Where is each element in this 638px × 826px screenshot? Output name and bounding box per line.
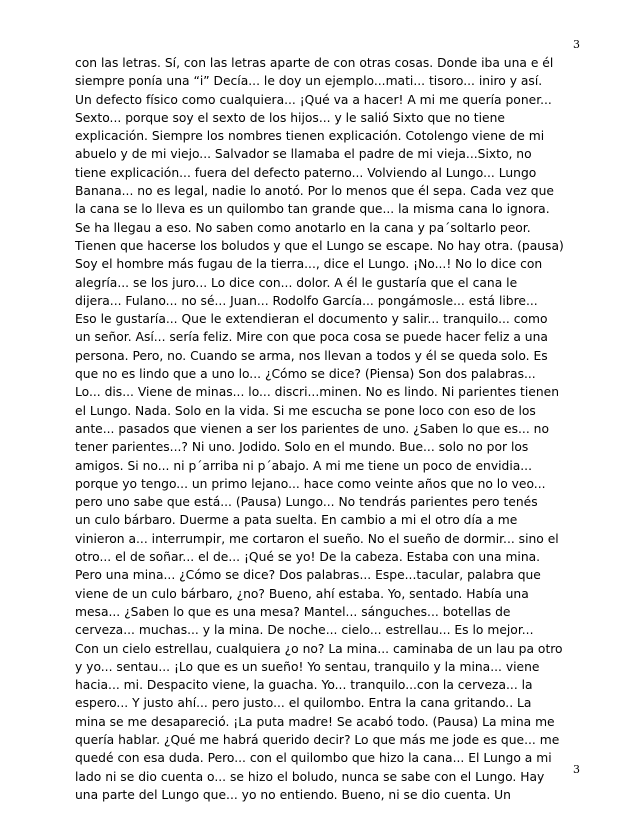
text-line: la cana se lo lleva es un quilombo tan grande que... la misma cana lo ignora.: [75, 202, 550, 217]
text-line: Lo... dis... Viene de minas... lo... discri...minen. No es lindo. Ni parientes tienen: [75, 385, 560, 400]
text-line: el Lungo. Nada. Solo en la vida. Si me escucha se pone loco con eso de los: [75, 403, 536, 418]
text-line: quedé con esa duda. Pero... con el quilombo que hizo la cana... El Lungo a mi: [75, 751, 552, 766]
text-line: Se ha llegau a eso. No saben como anotarlo en la cana y pa´soltarlo peor.: [75, 220, 531, 235]
text-line: mina se me desapareció. ¡La puta madre! Se acabó todo. (Pausa) La mina me: [75, 714, 555, 729]
body-text: [75, 54, 575, 804]
text-line: Con un cielo estrellau, cualquiera ¿o no? La mina... caminaba de un lau pa otro: [75, 641, 563, 656]
text-line: alegría... se los juro... Lo dice con... dolor. A él le gustaría que el cana le: [75, 275, 518, 290]
text-line: pero uno sabe que está... (Pausa) Lungo... No tendrás parientes pero tenés: [75, 495, 538, 510]
text-line: cerveza... muchas... y la mina. De noche... cielo... estrellau... Es lo mejor...: [75, 623, 534, 638]
text-line: Eso le gustaría... Que le extendieran el documento y salir... tranquilo... como: [75, 312, 548, 327]
text-line: tiene explicación... fuera del defecto paterno... Volviendo al Lungo... Lungo: [75, 165, 537, 180]
text-line: otro... el de soñar... el de... ¡Qué se yo! De la cabeza. Estaba con una mina.: [75, 550, 541, 565]
text-line: tener parientes...? Ni uno. Jodido. Solo en el mundo. Bue... solo no por los: [75, 440, 529, 455]
text-line: un señor. Así... sería feliz. Mire con que poca cosa se puede hacer feliz a una: [75, 330, 548, 345]
text-line: explicación. Siempre los nombres tienen explicación. Cotolengo viene de mi: [75, 129, 545, 144]
text-line: quería hablar. ¿Qué me habrá querido decir? Lo que más me jode es que... me: [75, 732, 560, 747]
text-line: una parte del Lungo que... yo no entiendo. Bueno, ni se dio cuenta. Un: [75, 787, 511, 802]
text-line: abuelo y de mi viejo... Salvador se llamaba el padre de mi vieja...Sixto, no: [75, 147, 532, 162]
text-line: persona. Pero, no. Cuando se arma, nos llevan a todos y él se queda solo. Es: [75, 348, 548, 363]
text-line: Sexto... porque soy el sexto de los hijos... y le salió Sixto que no tiene: [75, 110, 505, 125]
text-line: mesa... ¿Saben lo que es una mesa? Mantel... sánguches... botellas de: [75, 604, 511, 619]
text-line: ante... pasados que vienen a ser los parientes de uno. ¿Saben lo que es... no: [75, 421, 549, 436]
text-line: Tienen que hacerse los boludos y que el Lungo se escape. No hay otra. (pausa): [75, 238, 564, 253]
text-line: con las letras. Sí, con las letras aparte de con otras cosas. Donde iba una e él: [75, 56, 554, 70]
text-line: lado ni se dio cuenta o... se hizo el boludo, nunca se sabe con el Lungo. Hay: [75, 769, 545, 784]
text-line: hacia... mi. Despacito viene, la guacha. Yo... tranquilo...con la cerveza... la: [75, 678, 533, 693]
text-line: espero... Y justo ahí... pero justo... el quilombo. Entra la cana gritando.. La: [75, 696, 532, 711]
text-line: viene de un culo bárbaro, ¿no? Bueno, ahí estaba. Yo, sentado. Había una: [75, 586, 529, 601]
text-line: Un defecto físico como cualquiera... ¡Qué va a hacer! A mi me quería poner...: [75, 92, 552, 107]
text-line: un culo bárbaro. Duerme a pata suelta. En cambio a mi el otro día a me: [75, 513, 518, 528]
text-line: Banana... no es legal, nadie lo anotó. Por lo menos que él sepa. Cada vez que: [75, 184, 554, 199]
page-number-bottom: 3: [573, 763, 580, 776]
page-number-top: 3: [573, 38, 580, 51]
text-line: amigos. Si no... ni p´arriba ni p´abajo. A mi me tiene un poco de envidia...: [75, 458, 532, 473]
text-line: y yo... sentau... ¡Lo que es un sueño! Yo sentau, tranquilo y la mina... viene: [75, 659, 540, 674]
text-line: vinieron a... interrumpir, me cortaron el sueño. No el sueño de dormir... sino el: [75, 531, 559, 546]
text-line: Soy el hombre más fugau de la tierra..., dice el Lungo. ¡No...! No lo dice con: [75, 257, 543, 272]
text-line: porque yo tengo... un primo lejano... hace como veinte años que no lo veo...: [75, 476, 546, 491]
text-line: dijera... Fulano... no sé... Juan... Rodolfo García... pongámosle... está libre...: [75, 293, 538, 308]
text-line: que no es lindo que a uno lo... ¿Cómo se dice? (Piensa) Son dos palabras...: [75, 367, 536, 382]
text-line: siempre ponía una “i” Decía... le doy un ejemplo...mati... tisoro... iniro y así.: [75, 74, 543, 89]
text-line: Pero una mina... ¿Cómo se dice? Dos palabras... Espe...tacular, palabra que: [75, 568, 541, 583]
